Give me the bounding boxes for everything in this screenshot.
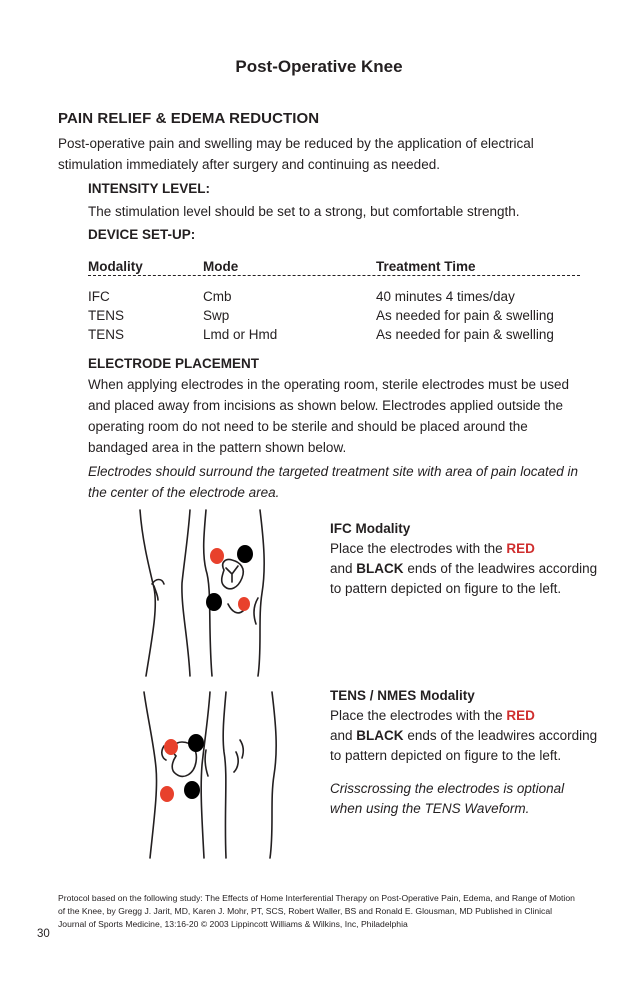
footer-citation: Protocol based on the following study: The Effects of Home Interferential Therapy on Post-Operative Pain, Edema, and Range of Motion of the Knee, by Gregg J. Jarit, MD, Karen J. Mohr, PT, SCS, Robert Waller, BS and Ronald E. Glousman, MD Published in Clinical Journal of Sports Medicine, 13:16-20 © 2003 Lippincott Williams & Wilkins, Inc, Philadelphia (58, 893, 575, 929)
black-electrode (206, 593, 222, 611)
intro-paragraph: Post-operative pain and swelling may be reduced by the application of electrical stimulation immediately after surgery and continuing as needed. (58, 136, 534, 172)
incision-mark (226, 566, 238, 582)
right-leg-outline (270, 692, 276, 858)
tens-text-prefix: Place the electrodes with the (330, 708, 503, 723)
cell-time: As needed for pain & swelling (376, 327, 554, 342)
electrode-placement-note: Electrodes should surround the targeted treatment site with area of pain located in the center of the electrode area. (88, 464, 579, 500)
red-electrode (210, 548, 224, 564)
cell-time: As needed for pain & swelling (376, 308, 554, 323)
ifc-knee-figure (128, 508, 278, 678)
right-knee-line (240, 740, 243, 758)
ifc-and-word: and (330, 561, 353, 576)
col-treatment-time: Treatment Time (376, 259, 476, 274)
right-leg-inner-outline (204, 510, 212, 676)
ifc-title: IFC Modality (330, 521, 411, 536)
left-leg-outline (140, 510, 155, 676)
table-row (88, 289, 588, 308)
red-electrode (160, 786, 174, 802)
electrode-placement-heading: ELECTRODE PLACEMENT (88, 356, 260, 371)
ifc-instructions (330, 519, 600, 599)
intensity-heading: INTENSITY LEVEL: (88, 181, 211, 196)
tens-knee-figure (140, 690, 290, 860)
right-leg-outline (258, 510, 264, 676)
cell-modality: IFC (88, 289, 110, 304)
cell-mode: Cmb (203, 289, 232, 304)
cell-modality: TENS (88, 308, 125, 323)
cell-mode: Lmd or Hmd (203, 327, 278, 342)
black-electrode (184, 781, 200, 799)
left-leg-inner-outline (201, 692, 210, 858)
ifc-text-prefix: Place the electrodes with the (330, 541, 503, 556)
tens-instructions (330, 686, 600, 819)
black-electrode (237, 545, 253, 563)
tens-text (330, 706, 600, 766)
tens-note: Crisscrossing the electrodes is optional when using the TENS Waveform. (330, 781, 565, 816)
section-title: PAIN RELIEF & EDEMA REDUCTION (58, 110, 320, 127)
left-leg-inner-outline (182, 510, 190, 676)
tens-title: TENS / NMES Modality (330, 688, 475, 703)
col-mode: Mode (203, 259, 239, 274)
electrode-placement-text: When applying electrodes in the operating room, sterile electrodes must be used and placed away from incisions as shown below. Electrodes applied outside the operating room do not need to be sterile and should be placed around the bandaged area in the pattern shown below. (88, 377, 570, 455)
right-knee-line (234, 752, 238, 772)
black-electrode (188, 734, 204, 752)
page-number: 30 (37, 928, 50, 940)
col-modality: Modality (88, 259, 143, 274)
left-leg-outline (144, 692, 157, 858)
ifc-text (330, 539, 600, 599)
table-row (88, 308, 588, 327)
knee-side-line (205, 750, 208, 776)
table-header (88, 259, 580, 276)
device-setup-heading: DEVICE SET-UP: (88, 227, 196, 242)
ifc-red-word: RED (506, 541, 535, 556)
tens-red-word: RED (506, 708, 535, 723)
cell-time: 40 minutes 4 times/day (376, 289, 515, 304)
tens-black-word: BLACK (356, 728, 404, 743)
table-row (88, 327, 588, 346)
ifc-black-word: BLACK (356, 561, 404, 576)
tens-text-suffix: ends of the leadwires according to pattern depicted on figure to the left. (330, 728, 598, 763)
cell-mode: Swp (203, 308, 230, 323)
right-knee-line (254, 598, 258, 624)
right-leg-inner-outline (223, 692, 226, 858)
tens-and-word: and (330, 728, 353, 743)
page-title: Post-Operative Knee (235, 57, 403, 76)
intensity-text: The stimulation level should be set to a strong, but comfortable strength. (88, 204, 520, 219)
ifc-text-suffix: ends of the leadwires according to pattern depicted on figure to the left. (330, 561, 598, 596)
red-electrode (164, 739, 178, 755)
red-electrode (238, 597, 250, 611)
cell-modality: TENS (88, 327, 125, 342)
